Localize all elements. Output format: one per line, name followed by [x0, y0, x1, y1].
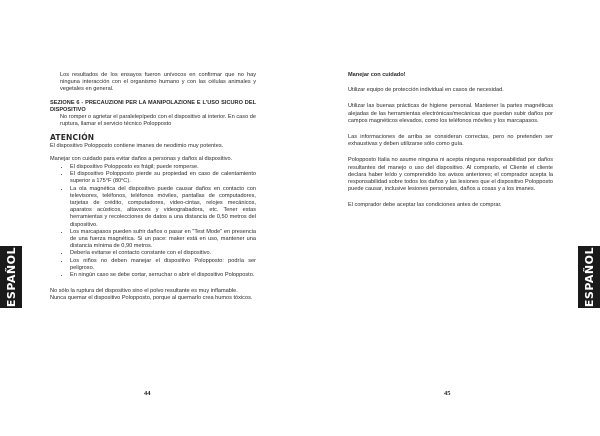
- list-item: • El dispositivo Polopposto es frágil; puede romperse.: [70, 164, 256, 171]
- language-tab-right: [578, 246, 600, 308]
- right-paragraph-1: Utilizar equipo de protección individual en casos de necesidad.: [348, 87, 504, 94]
- page-number-right: 45: [444, 390, 451, 397]
- language-tab-label: ESPAÑOL: [582, 246, 596, 308]
- list-item: • La ola magnética del dispositivo puede causar daños en contacto con televisores, teléfonos, teléfonos móviles, pantallas de computadores, tarjetas de crédito, computadores, video-cintas, relojes mecánicos, aparatos acústicos, altavoces y videograbadora, etc. Tener estas herramientas y recolecciones de datos a una distancia de 0,50 metros del dispositivo.: [70, 186, 256, 229]
- closing-paragraph-1: No sólo la ruptura del dispositivo sino el polvo resultante es muy inflamable.: [50, 288, 238, 295]
- language-tab-left: [0, 246, 22, 308]
- warning-heading: ATENCIÓN: [50, 133, 95, 143]
- right-text-column: [348, 72, 553, 216]
- right-page: [300, 0, 600, 436]
- list-item: • Debería evitarse el contacto constante con el dispositivo.: [70, 250, 256, 257]
- section6-heading: SEZIONE 6 - PRECAUZIONI PER LA MANIPOLAZIONE E L'USO SICURO DEL DISPOSITIVO: [50, 99, 256, 113]
- closing-paragraph-2: Nunca quemar el dispositivo Polopposto, porque al quemarlo crea humos tóxicos.: [50, 295, 253, 302]
- intro-paragraph: Los resultados de los ensayos fueron unívocos en confirmar que no hay ninguna interacción con el organismo humano y con las células animales y vegetales en general.: [60, 72, 256, 93]
- warning-paragraph: El dispositivo Polopposto contiene imanes de neodimio muy potentes.: [50, 142, 224, 149]
- right-paragraph-5: El comprador debe aceptar las condiciones antes de comprar.: [348, 202, 502, 209]
- right-paragraph-3: Las informaciones de arriba se consideran correctas, pero no pretenden ser exhaustivas y deben utilizarse sólo como guía.: [348, 134, 553, 148]
- list-item: • En ningún caso se debe cortar, serruchar o abrir el dispositivo Polopposto.: [70, 272, 256, 279]
- handle-with-care-title: Manejar con cuidado!: [348, 72, 406, 78]
- list-item: • El dispositivo Polopposto pierde su propiedad en caso de calentamiento superior a 175°F (80°C).: [70, 171, 256, 185]
- handle-paragraph: Manejar con cuidado para evitar daños a personas y daños al dispositivo.: [50, 155, 233, 162]
- warning-list: [50, 164, 256, 279]
- page-number-left: 44: [144, 390, 151, 397]
- list-item: • Los marcapasos pueden sufrir daños o pasar en "Test Mode" en presencia de una fuerza magnética. Si un pace: maker está en uso, mantener una distancia mínima de 0,90 metros.: [70, 229, 256, 251]
- right-paragraph-4: Polopposto Italia no asume ninguna ni acepta ninguna responsabilidad por daños resultantes del manejo o uso del dispositivo. Al comprarlo, el Cliente el cliente declara haber leído y comprendido los avisos anteriores; el comprador acepta la responsabilidad sobre todos los daños y las lesiones que el dispositivo Polopposto puede causar, inclusive lesiones personales, daños a cosas y a los imanes.: [348, 157, 553, 193]
- language-tab-label: ESPAÑOL: [4, 246, 18, 308]
- list-item: • Los niños no deben manejar el dispositivo Polopposto: podría ser peligroso.: [70, 258, 256, 272]
- right-paragraph-2: Utilizar las buenas prácticas de higiene personal. Mantener la partes magnéticas alejadas de las herramientas electrónicas/mecánicas que puedan subir daños por campos magnéticos elevados, como los teléfonos móviles y los marcapasos.: [348, 103, 553, 124]
- section6-paragraph: No romper o agrietar el paralelepípedo con el dispositivo al interior. En caso de ruptura, llamar el servicio técnico Polopposto: [60, 114, 256, 128]
- left-text-column: [50, 72, 256, 309]
